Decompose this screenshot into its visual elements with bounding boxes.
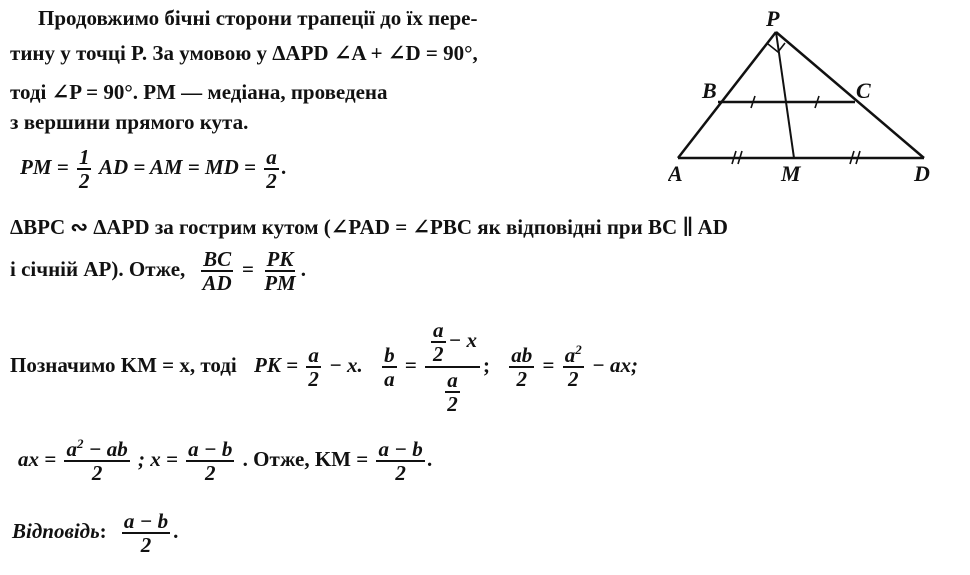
label-m: M xyxy=(781,161,801,186)
trapezoid-diagram xyxy=(668,0,958,200)
label-d: D xyxy=(914,161,930,186)
answer-label: Відповідь xyxy=(12,518,100,543)
fraction-a-squared-over-2 xyxy=(563,344,584,390)
fraction-denominator: 2 xyxy=(266,169,277,194)
paragraph1-line4: з вершини прямого кута. xyxy=(10,110,249,134)
compound-denominator xyxy=(439,368,466,416)
formula1-end: . xyxy=(281,154,288,179)
fraction-denominator: 2 xyxy=(91,461,103,486)
formula-pm xyxy=(20,146,287,192)
fraction-numerator: BC xyxy=(203,247,232,271)
fraction-a-over-2 xyxy=(445,369,460,415)
fraction-numerator: 1 xyxy=(78,145,90,169)
paragraph2-text: і січній AP). Отже, xyxy=(10,256,186,281)
fraction-denominator: 2 xyxy=(433,342,444,367)
minus-x: − x xyxy=(448,327,478,352)
rest: − ab xyxy=(83,437,128,461)
compound-numerator xyxy=(425,318,480,368)
fraction-denominator: 2 xyxy=(567,367,579,392)
fraction-numerator: ab xyxy=(511,343,533,368)
formula3-end: . xyxy=(427,446,433,471)
otzhe-km: . Отже, KM = xyxy=(242,446,369,471)
fraction-a-minus-b-over-2 xyxy=(376,438,424,484)
fraction-one-half xyxy=(77,146,92,192)
fraction-a-over-2 xyxy=(431,319,446,365)
fraction-numerator: PK xyxy=(266,247,294,271)
fraction-denominator: 2 xyxy=(516,367,528,392)
fraction-denominator: 2 xyxy=(205,461,216,486)
ax-equals: ax = xyxy=(18,446,57,471)
paragraph1-line1: Продовжимо бічні сторони трапеції до їх пере- xyxy=(38,6,478,30)
fraction-numerator: b xyxy=(384,343,395,368)
right-angle-mark xyxy=(768,43,785,52)
minus-x: − x. xyxy=(329,352,363,377)
paragraph2-end: . xyxy=(300,256,306,281)
fraction-denominator: PM xyxy=(264,271,296,296)
fraction-denominator: 2 xyxy=(140,533,152,558)
base: a xyxy=(66,437,77,461)
label-c: C xyxy=(856,78,871,103)
fraction-denominator: 2 xyxy=(395,461,406,486)
base: a xyxy=(564,343,576,368)
formula3-line xyxy=(18,438,433,484)
answer-fraction xyxy=(122,510,170,556)
fraction-numerator xyxy=(563,344,584,368)
answer-line xyxy=(12,510,178,556)
fraction-numerator: a xyxy=(308,343,319,368)
fraction-denominator: 2 xyxy=(308,367,319,392)
side-pd xyxy=(776,32,924,158)
fraction-numerator: a xyxy=(433,318,444,342)
formula1-mid: AD = AM = MD = xyxy=(98,154,257,179)
fraction-numerator: a xyxy=(266,145,277,169)
fraction-a2-minus-ab-over-2 xyxy=(64,438,129,484)
paragraph2-line2 xyxy=(10,248,306,294)
label-p: P xyxy=(766,6,780,31)
paragraph1-line2: тину у точці P. За умовою у ΔAPD ∠A + ∠D = 90°, xyxy=(10,41,478,65)
equals-sign: = xyxy=(404,352,417,377)
fraction-numerator xyxy=(64,438,129,462)
fraction-a-over-2 xyxy=(306,344,321,390)
fraction-a-minus-b-over-2 xyxy=(186,438,234,484)
answer-colon: : xyxy=(99,518,107,543)
compound-fraction xyxy=(425,318,480,416)
fraction-numerator: a − b xyxy=(188,437,233,461)
equals-sign: = xyxy=(241,256,254,281)
x-equals: ; x = xyxy=(137,446,178,471)
fraction-a-over-2 xyxy=(264,146,279,192)
fraction-pk-pm xyxy=(262,248,298,294)
fraction-bc-ad xyxy=(201,248,234,294)
answer-end: . xyxy=(173,518,179,543)
exponent: 2 xyxy=(76,436,84,451)
exponent: 2 xyxy=(575,342,582,358)
paragraph1-line3: тоді ∠P = 90°. PM — медіана, проведена xyxy=(10,80,388,104)
paragraph2-line1: ΔBPC ∾ ΔAPD за гострим кутом (∠PAD = ∠PBC як відповідні при BC ∥ AD xyxy=(10,215,728,239)
minus-ax: − ax; xyxy=(591,352,638,377)
fraction-b-over-a xyxy=(382,344,397,390)
side-pa xyxy=(678,32,776,158)
fraction-numerator: a xyxy=(447,368,458,393)
label-b: B xyxy=(702,78,717,103)
label-a: A xyxy=(668,161,683,186)
fraction-denominator: 2 xyxy=(78,169,90,194)
fraction-denominator: 2 xyxy=(447,392,458,417)
pk-equals: PK = xyxy=(254,352,299,377)
formula1-lhs: PM = xyxy=(20,154,69,179)
fraction-ab-over-2 xyxy=(509,344,534,390)
fraction-numerator: a − b xyxy=(378,437,423,461)
formula2-text: Позначимо KM = x, тоді xyxy=(10,352,237,377)
fraction-denominator: AD xyxy=(202,271,232,296)
fraction-denominator: a xyxy=(384,367,395,392)
equals-sign: = xyxy=(542,352,555,377)
formula2-line xyxy=(10,318,638,416)
semicolon: ; xyxy=(483,352,491,377)
fraction-numerator: a − b xyxy=(123,509,169,533)
